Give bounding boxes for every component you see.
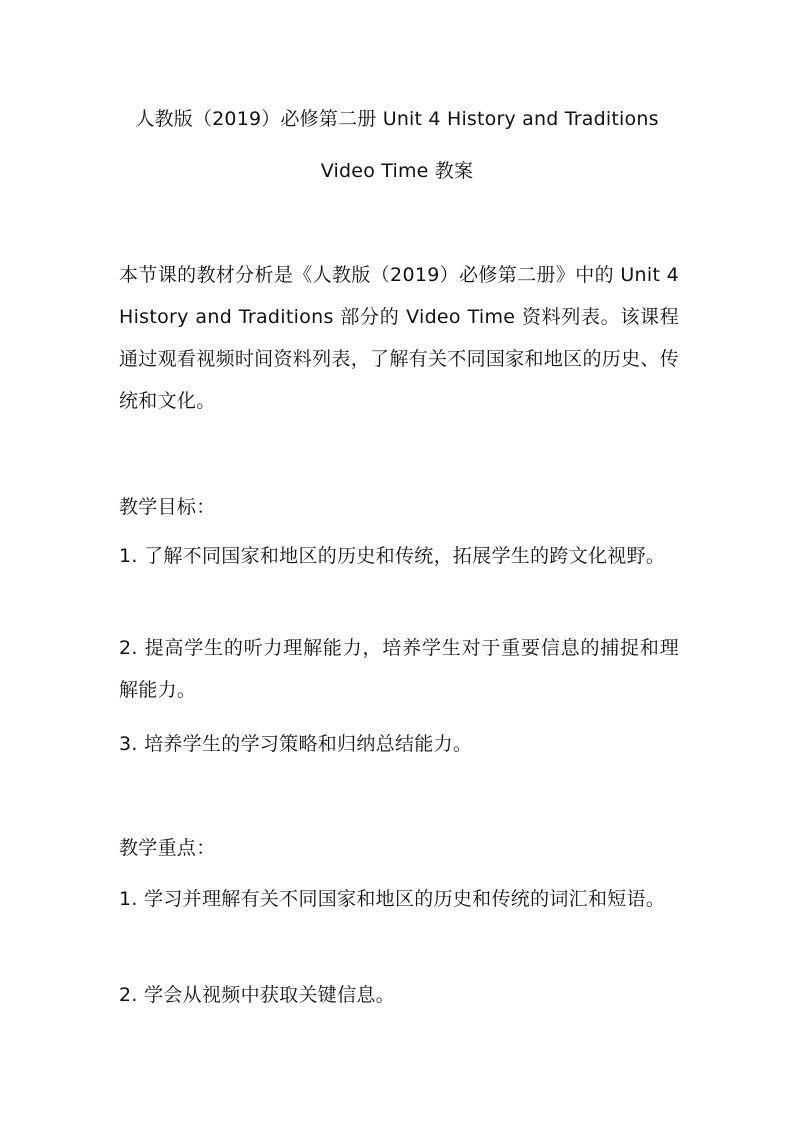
goal-item: 3. 培养学生的学习策略和归纳总结能力。	[119, 733, 473, 755]
goal-item: 1. 了解不同国家和地区的历史和传统，拓展学生的跨文化视野。	[119, 545, 666, 567]
document-subtitle: Video Time 教案	[320, 160, 474, 182]
key-point-item: 1. 学习并理解有关不同国家和地区的历史和传统的词汇和短语。	[119, 888, 666, 910]
key-point-item: 2. 学会从视频中获取关键信息。	[119, 984, 395, 1006]
intro-paragraph: 本节课的教材分析是《人教版（2019）必修第二册》中的 Unit 4 History and Traditions 部分的 Video Time 资料列表。该课程通过观看视频时间资料列表，了解有关不同国家和地区的历史、传统和文化。	[119, 264, 679, 412]
document-title: 人教版（2019）必修第二册 Unit 4 History and Traditions	[135, 108, 659, 130]
key-points-heading: 教学重点：	[119, 837, 216, 859]
goal-item: 2. 提高学生的听力理解能力，培养学生对于重要信息的捕捉和理解能力。	[119, 637, 679, 701]
goals-heading: 教学目标：	[119, 496, 216, 518]
